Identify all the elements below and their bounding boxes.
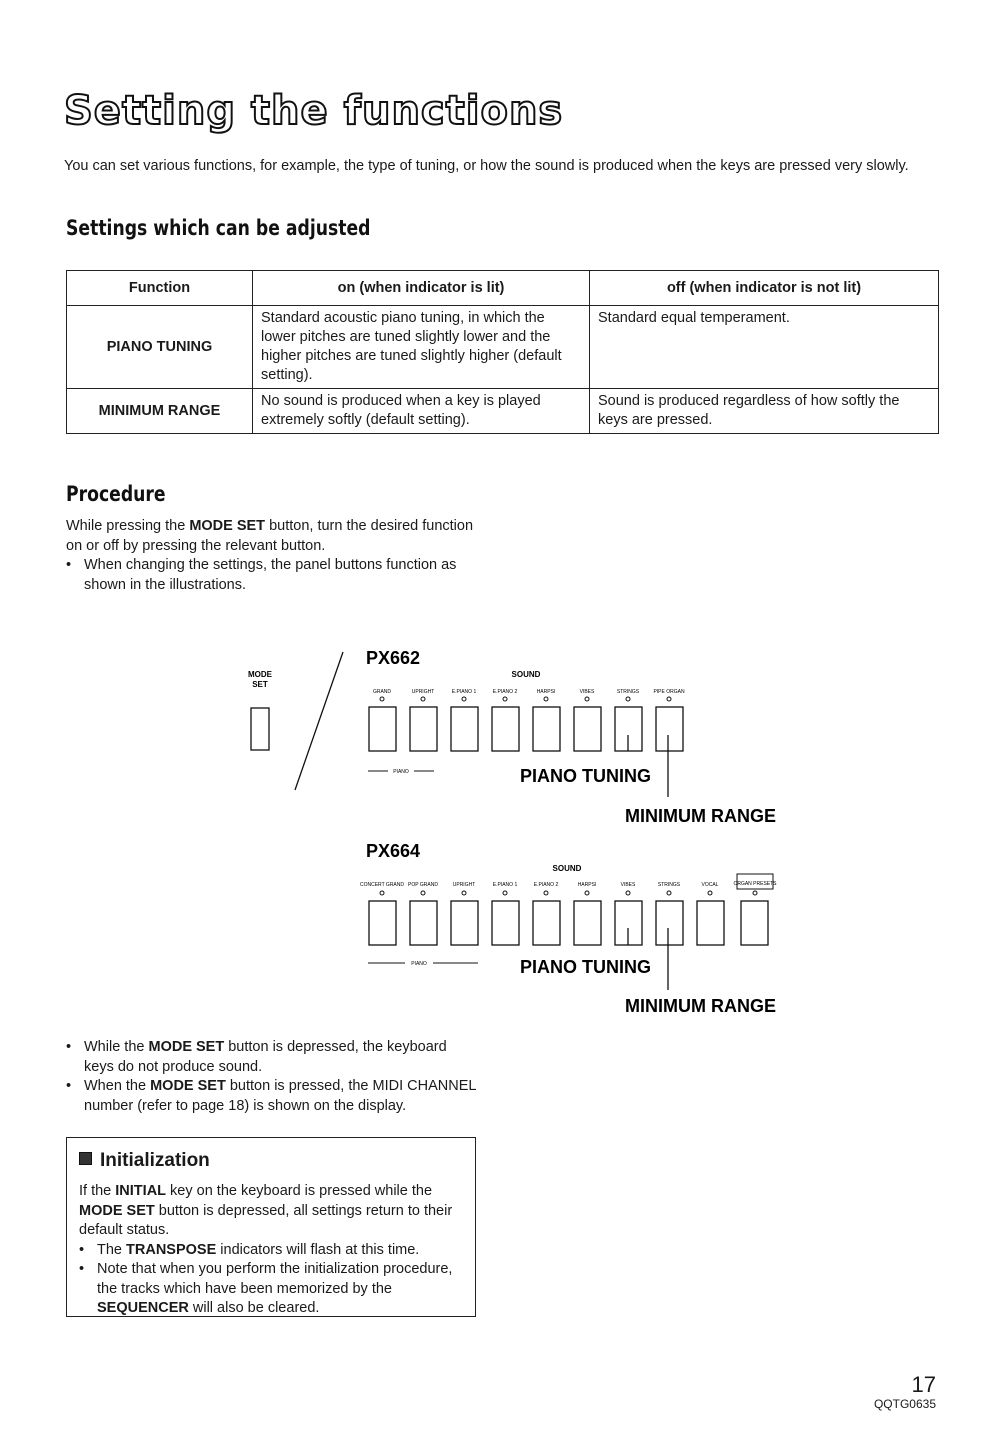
button-label: VOCAL xyxy=(701,882,719,888)
piano-tuning-label: PIANO TUNING xyxy=(519,957,651,977)
px664-buttons xyxy=(360,874,777,945)
px662-buttons xyxy=(369,689,685,751)
button-label: POP GRAND xyxy=(408,882,438,888)
procedure-paragraph: While pressing the MODE SET button, turn the desired function on or off by pressing the relevant button. xyxy=(66,518,474,554)
button-label: STRINGS xyxy=(657,882,681,888)
sound-button[interactable] xyxy=(656,901,683,945)
piano-group-label: PIANO xyxy=(411,961,427,967)
sound-button[interactable] xyxy=(533,707,560,751)
button-label: UPRIGHT xyxy=(411,689,435,695)
button-label: E.PIANO 2 xyxy=(533,882,559,888)
row-off: Sound is produced regardless of how softly the keys are pressed. xyxy=(590,389,939,434)
header-on: on (when indicator is lit) xyxy=(253,271,590,306)
model-px664: PX664 xyxy=(366,841,421,861)
sound-button[interactable] xyxy=(492,901,519,945)
note-item: • When the MODE SET button is pressed, the MIDI CHANNEL number (refer to page 18) is shown on the display. xyxy=(66,1077,478,1116)
row-function: PIANO TUNING xyxy=(67,306,253,389)
minimum-range-label: MINIMUM RANGE xyxy=(625,996,776,1016)
initialization-body xyxy=(79,1182,469,1319)
button-label: CONCERT GRAND xyxy=(360,882,404,888)
sound-button[interactable] xyxy=(697,901,724,945)
page-title: Setting the functions xyxy=(64,88,564,134)
button-label: E.PIANO 2 xyxy=(492,689,518,695)
sound-button[interactable] xyxy=(492,707,519,751)
header-off: off (when indicator is not lit) xyxy=(590,271,939,306)
procedure-heading: Procedure xyxy=(66,482,166,506)
sound-button[interactable] xyxy=(369,901,396,945)
piano-group-label: PIANO xyxy=(393,769,409,775)
settings-heading: Settings which can be adjusted xyxy=(66,216,371,240)
initialization-heading: Initialization xyxy=(79,1150,210,1172)
sound-button[interactable] xyxy=(741,901,768,945)
initialization-bullet: • The TRANSPOSE indicators will flash at this time. xyxy=(79,1241,469,1261)
row-function: MINIMUM RANGE xyxy=(67,389,253,434)
intro-paragraph: You can set various functions, for example, the type of tuning, or how the sound is produced when the keys are pressed very slowly. xyxy=(64,158,909,174)
sound-button[interactable] xyxy=(451,901,478,945)
button-label: HARPSI xyxy=(536,689,556,695)
piano-tuning-label: PIANO TUNING xyxy=(519,766,651,786)
button-label: E.PIANO 1 xyxy=(492,882,518,888)
button-label: VIBES xyxy=(620,882,636,888)
sound-button[interactable] xyxy=(410,707,437,751)
page-number: 17 xyxy=(911,1372,936,1397)
button-label: PIPE ORGAN xyxy=(653,689,685,695)
page-code: QQTG0635 xyxy=(873,1397,936,1411)
row-off: Standard equal temperament. xyxy=(590,306,939,389)
initialization-bullet: • Note that when you perform the initialization procedure, the tracks which have been memorized by the SEQUENCER will also be cleared. xyxy=(79,1260,469,1319)
button-label: UPRIGHT xyxy=(452,882,476,888)
row-on: No sound is produced when a key is played extremely softly (default setting). xyxy=(253,389,590,434)
sound-button[interactable] xyxy=(410,901,437,945)
header-function: Function xyxy=(67,271,253,306)
initialization-box xyxy=(66,1137,476,1317)
button-label: VIBES xyxy=(579,689,595,695)
button-label: GRAND xyxy=(372,689,392,695)
button-label: E.PIANO 1 xyxy=(451,689,477,695)
note-item: • While the MODE SET button is depressed, the keyboard keys do not produce sound. xyxy=(66,1038,478,1077)
minimum-range-label: MINIMUM RANGE xyxy=(625,806,776,826)
sound-button[interactable] xyxy=(574,901,601,945)
mode-set-label: MODE xyxy=(248,670,272,679)
button-label: HARPSI xyxy=(577,882,597,888)
sound-label: SOUND xyxy=(552,864,582,873)
mode-set-button[interactable] xyxy=(251,708,269,750)
procedure-bullet: • When changing the settings, the panel buttons function as shown in the illustrations. xyxy=(66,556,478,595)
button-label: STRINGS xyxy=(616,689,640,695)
row-on: Standard acoustic piano tuning, in which the lower pitches are tuned slightly lower and the higher pitches are tuned slightly higher (default setting). xyxy=(253,306,590,389)
initialization-text: If the INITIAL key on the keyboard is pressed while the MODE SET button is depressed, all settings return to their default status. xyxy=(79,1183,453,1238)
sound-button[interactable] xyxy=(451,707,478,751)
sound-button[interactable] xyxy=(574,707,601,751)
divider-slash xyxy=(295,652,343,790)
model-px662: PX662 xyxy=(366,648,421,668)
notes-list xyxy=(66,1038,478,1116)
mode-set-label: SET xyxy=(252,680,268,689)
sound-label: SOUND xyxy=(511,670,541,679)
note-icon xyxy=(79,1152,92,1165)
sound-button[interactable] xyxy=(533,901,560,945)
sound-button[interactable] xyxy=(656,707,683,751)
button-label: ORGAN PRESETS xyxy=(733,881,777,887)
sound-button[interactable] xyxy=(369,707,396,751)
